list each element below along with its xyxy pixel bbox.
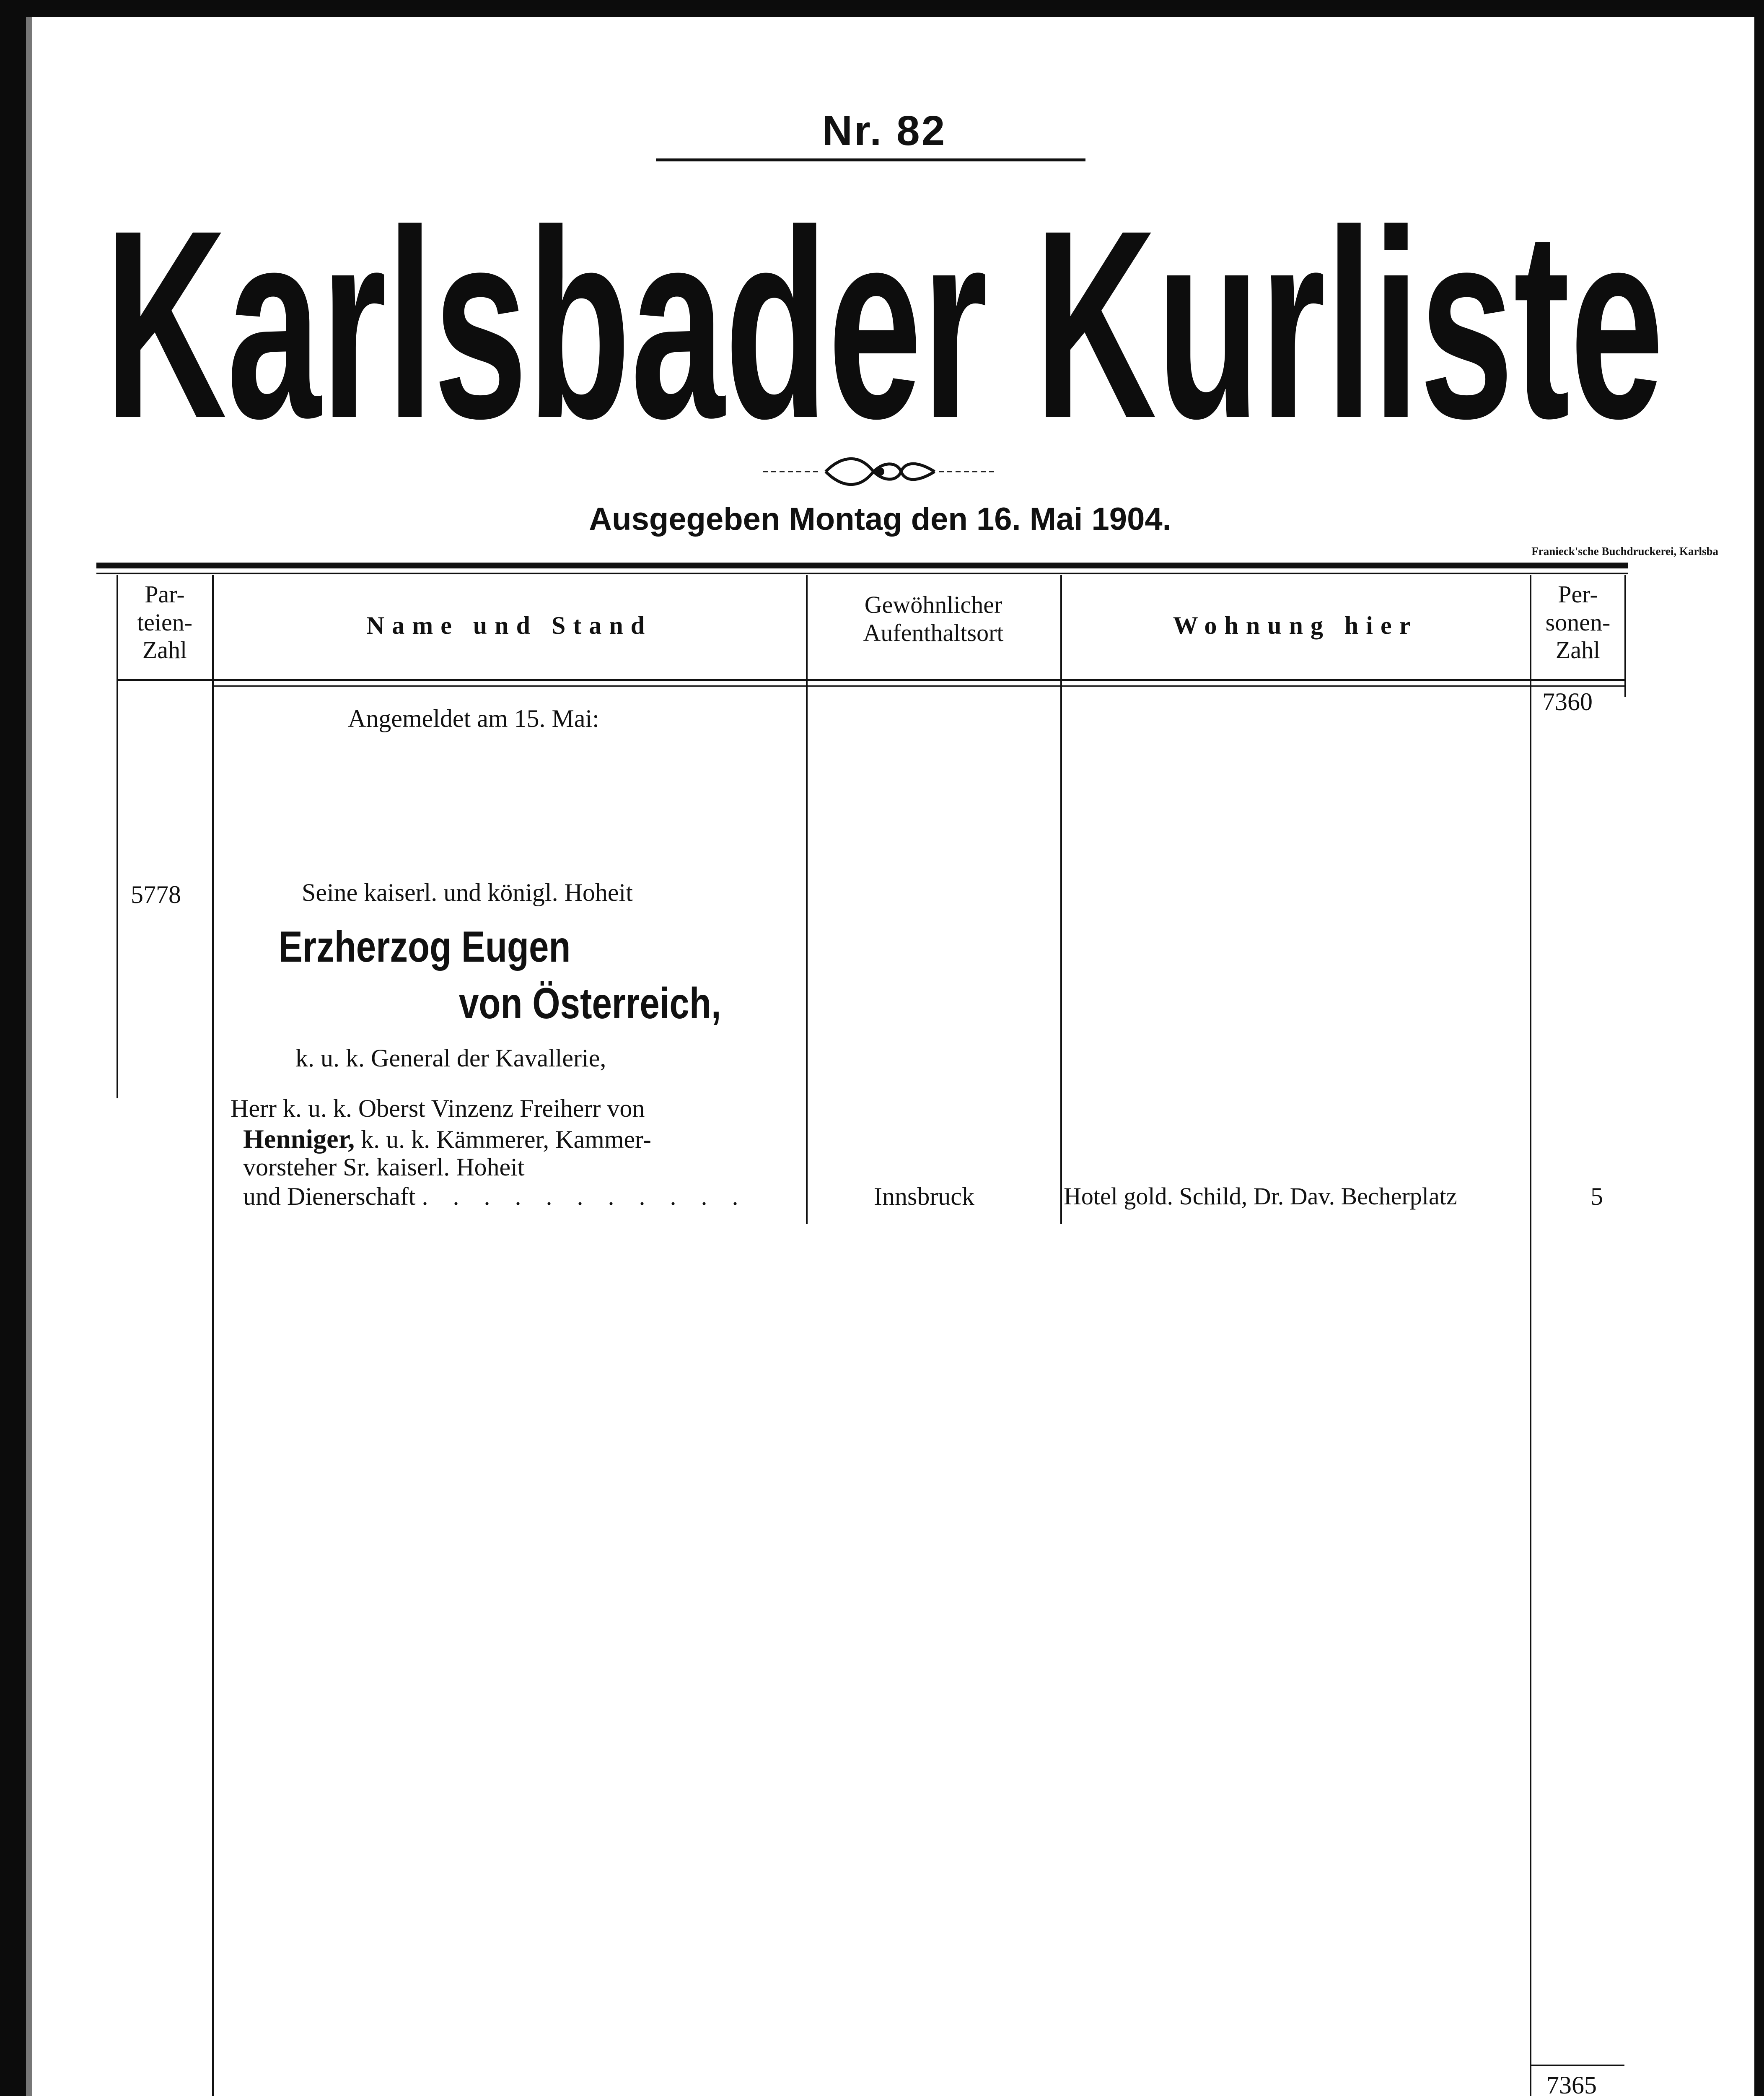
scan-border-left-shadow (26, 17, 32, 2096)
header-wohnung-hier: Wohnung hier (1173, 612, 1418, 639)
header-parteien-zahl (118, 581, 211, 664)
col-line-aufenthalt (1060, 575, 1062, 1224)
printer-imprint: Franieck'sche Buchdruckerei, Karlsba (1531, 545, 1718, 558)
header-parteien-line2: teien- (137, 608, 193, 636)
masthead-title (63, 166, 1706, 467)
header-personen-zahl (1531, 581, 1624, 664)
header-parteien-line1: Par- (145, 581, 185, 608)
col-line-right (1624, 575, 1626, 697)
entry-residence: Hotel gold. Schild, Dr. Dav. Becherplatz (1064, 1183, 1457, 1210)
final-total: 7365 (1546, 2071, 1597, 2096)
header-bottom-rule (117, 679, 1625, 681)
header-personen-line2: sonen- (1545, 608, 1611, 636)
issue-date-line: Ausgegeben Montag den 16. Mai 1904. (589, 501, 1171, 537)
header-parteien-line3: Zahl (142, 636, 187, 664)
header-name-und-stand: Name und Stand (366, 612, 653, 639)
registered-date-line: Angemeldet am 15. Mai: (348, 705, 599, 732)
table-top-rule-thin (96, 573, 1628, 574)
col-line-name (806, 575, 808, 1224)
header-aufenthaltsort (808, 591, 1059, 647)
entry-suite-dienerschaft: und Dienerschaft (243, 1183, 416, 1210)
entry-rank: k. u. k. General der Kavallerie, (295, 1044, 606, 1072)
entry-suite-line2 (243, 1123, 651, 1154)
issue-number-underline (656, 158, 1085, 161)
masthead-title-text: Karlsbader Kurliste (105, 174, 1664, 467)
entry-persons: 5 (1590, 1183, 1603, 1210)
entry-suite-line2-rest: k. u. k. Kämmerer, Kammer- (361, 1126, 651, 1153)
ornament-divider (763, 453, 997, 490)
header-aufenthalt-line1: Gewöhnlicher (864, 591, 1002, 618)
header-bottom-rule-thin (212, 685, 1625, 687)
scan-border-right (1754, 0, 1764, 2096)
entry-name-line2: von Österreich, (459, 979, 721, 1028)
header-aufenthalt-line2: Aufenthaltsort (863, 619, 1004, 646)
entry-suite-line1: Herr k. u. k. Oberst Vinzenz Freiherr von (231, 1095, 645, 1122)
entry-number: 5778 (131, 881, 181, 908)
entry-name-line1: Erzherzog Eugen (279, 923, 571, 971)
entry-honorific: Seine kaiserl. und königl. Hoheit (302, 879, 633, 906)
header-personen-line1: Per- (1558, 581, 1598, 608)
carried-total: 7360 (1542, 688, 1593, 716)
col-line-parteien (212, 575, 214, 2096)
table-top-rule (96, 563, 1628, 568)
scan-border-top (0, 0, 1764, 17)
entry-leader-dots: . . . . . . . . . . . (422, 1183, 748, 1210)
entry-suite-line4 (243, 1182, 748, 1211)
header-personen-line3: Zahl (1555, 636, 1601, 664)
entry-suite-line3: vorsteher Sr. kaiserl. Hoheit (243, 1153, 525, 1181)
col-line-wohnung (1530, 575, 1531, 2096)
entry-suite-name: Henniger, (243, 1124, 355, 1154)
entry-origin: Innsbruck (874, 1183, 974, 1210)
issue-number: Nr. 82 (822, 107, 947, 154)
total-rule (1531, 2065, 1624, 2066)
scan-border-left (0, 0, 26, 2096)
